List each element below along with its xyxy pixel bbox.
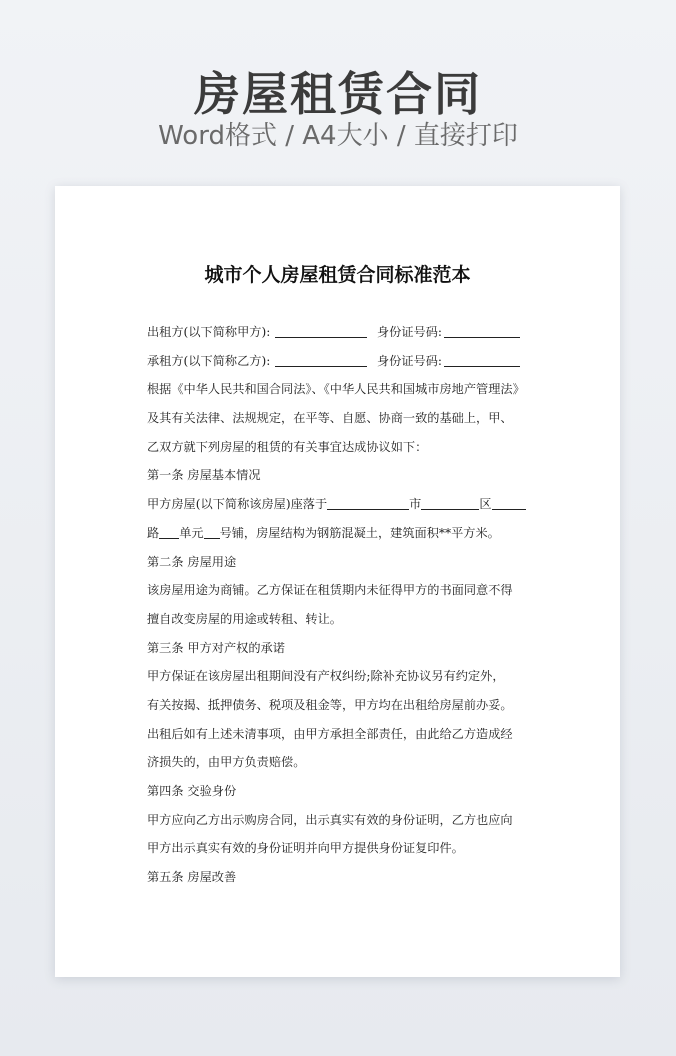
article-3-line: 甲方保证在该房屋出租期间没有产权纠纷;除补充协议另有约定外， [147, 669, 505, 684]
lessor-label: 出租方(以下简称甲方): [147, 325, 271, 339]
lessee-name-blank [275, 352, 367, 367]
structure-text: 号铺，房屋结构为钢筋混凝土，建筑面积**平方米。 [219, 525, 500, 540]
city-suffix: 市 [409, 497, 422, 512]
article-1-location-line [147, 490, 532, 519]
article-5-heading: 第五条 房屋改善 [147, 870, 237, 885]
article-4-line: 甲方出示真实有效的身份证明并向甲方提供身份证复印件。 [147, 841, 464, 856]
unit-blank [204, 524, 220, 539]
article-2-heading: 第二条 房屋用途 [147, 554, 237, 569]
article-3-line: 济损失的，由甲方负责赔偿。 [147, 755, 306, 770]
lessor-id-blank [444, 323, 520, 338]
basis-line: 根据《中华人民共和国合同法》、《中华人民共和国城市房地产管理法》 [147, 382, 525, 397]
road-blank [159, 524, 179, 539]
article-3-line: 有关按揭、抵押债务、税项及租金等，甲方均在出租给房屋前办妥。 [147, 697, 513, 712]
hero-subtitle: Word格式 / A4大小 / 直接打印 [158, 121, 518, 151]
basis-line: 乙双方就下列房屋的租赁的有关事宜达成协议如下： [147, 439, 428, 454]
article-1-structure-line [147, 519, 532, 548]
lessor-name-blank [275, 323, 367, 338]
street-blank [492, 495, 526, 510]
basis-line: 及其有关法律、法规规定，在平等、自愿、协商一致的基础上，甲、 [147, 411, 513, 426]
article-2-line: 该房屋用途为商铺。乙方保证在租赁期内未征得甲方的书面同意不得 [147, 583, 513, 598]
article-4-line: 甲方应向乙方出示购房合同，出示真实有效的身份证明，乙方也应向 [147, 812, 513, 827]
article-2-line: 擅自改变房屋的用途或转租、转让。 [147, 611, 342, 626]
lessee-label: 承租方(以下简称乙方): [147, 353, 271, 368]
road-suffix: 路 [147, 525, 160, 540]
lessee-line [147, 347, 532, 376]
document-title: 城市个人房屋租赁合同标准范本 [204, 264, 471, 286]
lessee-id-label: 身份证号码: [377, 353, 443, 368]
lessor-id-label: 身份证号码: [377, 325, 443, 339]
article-3-line: 出租后如有上述未清事项，由甲方承担全部责任，由此给乙方造成经 [147, 726, 513, 741]
hero-title: 房屋租赁合同 [194, 67, 482, 121]
article-3-heading: 第三条 甲方对产权的承诺 [147, 640, 285, 655]
document-body [147, 318, 532, 892]
article-1-heading: 第一条 房屋基本情况 [147, 468, 261, 483]
district-suffix: 区 [479, 497, 492, 512]
location-text: 甲方房屋(以下简称该房屋)座落于 [147, 497, 328, 512]
document-page [55, 186, 620, 977]
article-4-heading: 第四条 交验身份 [147, 784, 237, 798]
lessee-id-blank [444, 352, 520, 367]
district-blank [421, 495, 479, 510]
city-blank [327, 495, 409, 510]
lessor-line [147, 318, 532, 347]
unit-suffix: 单元 [179, 525, 204, 540]
